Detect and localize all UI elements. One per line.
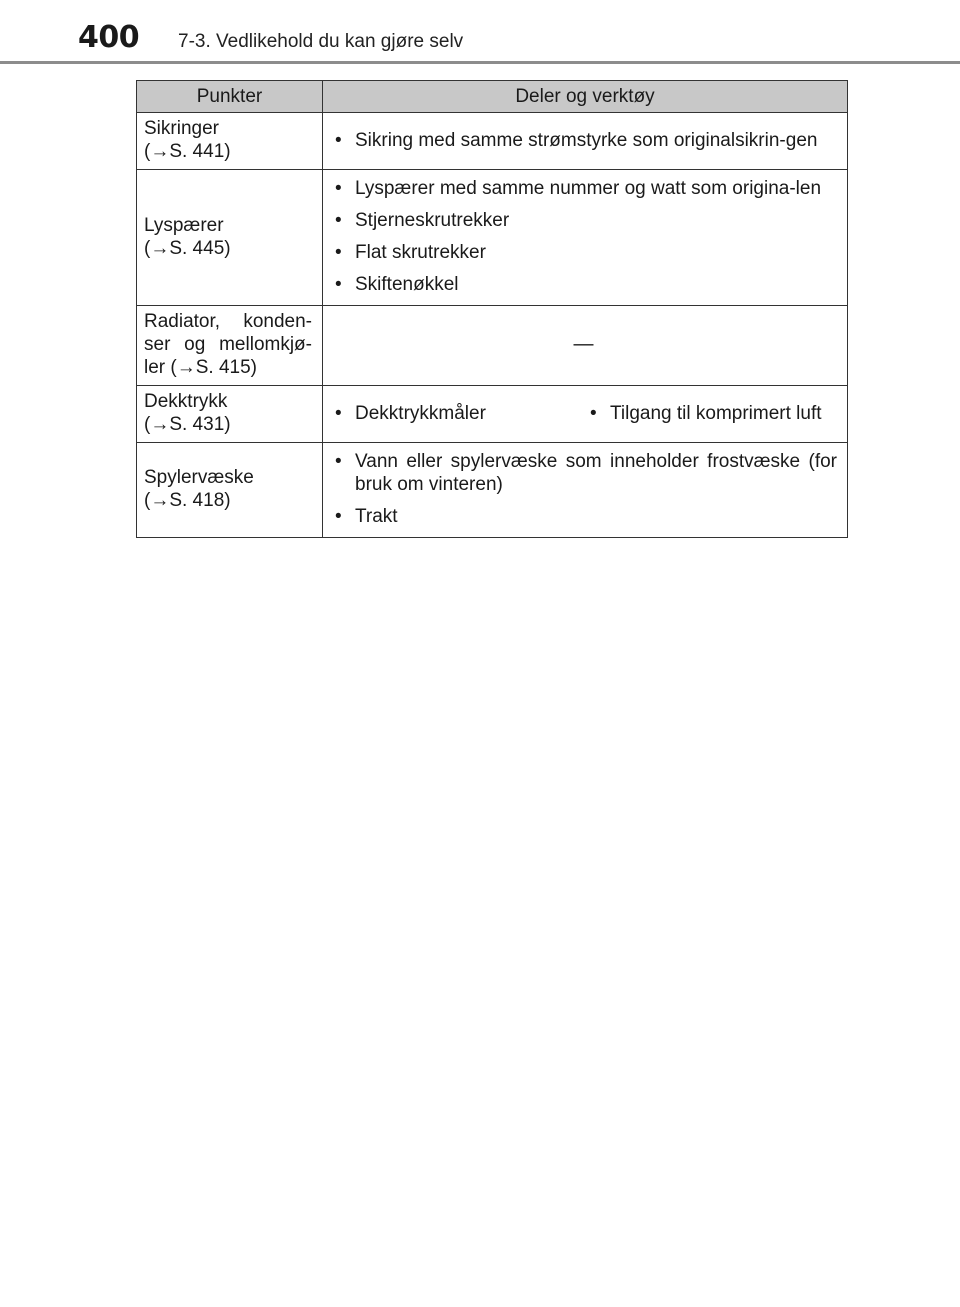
table-header-row	[137, 81, 848, 113]
bullet: •	[335, 210, 342, 231]
item-cell	[137, 386, 323, 443]
bullet: •	[335, 402, 342, 424]
item-name: Radiator, konden-	[144, 311, 312, 332]
page-reference: (→S. 431)	[144, 414, 231, 435]
list-item: • Vann eller spylervæske som inneholder frostvæske (for bruk om vinteren)	[335, 451, 837, 495]
item-cell	[137, 443, 323, 538]
parts-cell	[323, 170, 848, 306]
parts-cell	[323, 386, 848, 443]
list-item: • Stjerneskrutrekker	[335, 210, 510, 231]
list-item: • Sikring med samme strømstyrke som originalsikrin-gen	[335, 129, 818, 151]
list-item: • Dekktrykkmåler	[335, 402, 486, 424]
list-item: • Flat skrutrekker	[335, 242, 486, 263]
item-cell	[137, 170, 323, 306]
item-name: Lyspærer	[144, 214, 224, 236]
list-item: • Skiftenøkkel	[335, 274, 459, 295]
list-item: • Lyspærer med samme nummer og watt som origina-len	[335, 178, 822, 199]
bullet: •	[335, 451, 342, 472]
table-row	[137, 306, 848, 386]
column-header-parts-tools: Deler og verktøy	[323, 81, 848, 113]
bullet: •	[335, 129, 342, 151]
table-row	[137, 443, 848, 538]
parts-tools-table	[136, 80, 848, 538]
list-item: • Tilgang til komprimert luft	[590, 402, 822, 424]
parts-cell-empty: —	[323, 306, 848, 386]
page-reference: (→S. 445)	[144, 237, 231, 259]
column-header-items: Punkter	[137, 81, 323, 113]
bullet: •	[335, 242, 342, 263]
page-reference: (→S. 441)	[144, 141, 231, 162]
table-row	[137, 170, 848, 306]
bullet: •	[335, 178, 342, 199]
item-name: ser og mellomkjø-	[144, 334, 312, 355]
page-header	[0, 0, 960, 64]
page-reference: (→S. 418)	[144, 490, 231, 511]
bullet: •	[335, 506, 342, 527]
bullet: •	[335, 274, 342, 295]
item-name: Sikringer	[144, 118, 219, 139]
parts-cell	[323, 443, 848, 538]
item-cell	[137, 113, 323, 170]
item-name: Dekktrykk	[144, 391, 228, 412]
section-title: 7-3. Vedlikehold du kan gjøre selv	[178, 31, 464, 52]
parts-cell	[323, 113, 848, 170]
item-name: Spylervæske	[144, 467, 254, 488]
table-row	[137, 386, 848, 443]
header-rule	[0, 61, 960, 64]
page-number: 400	[78, 20, 140, 55]
page-reference: ler (→S. 415)	[144, 357, 257, 378]
item-cell	[137, 306, 323, 386]
bullet: •	[590, 402, 597, 424]
table-row	[137, 113, 848, 170]
list-item: • Trakt	[335, 506, 398, 527]
